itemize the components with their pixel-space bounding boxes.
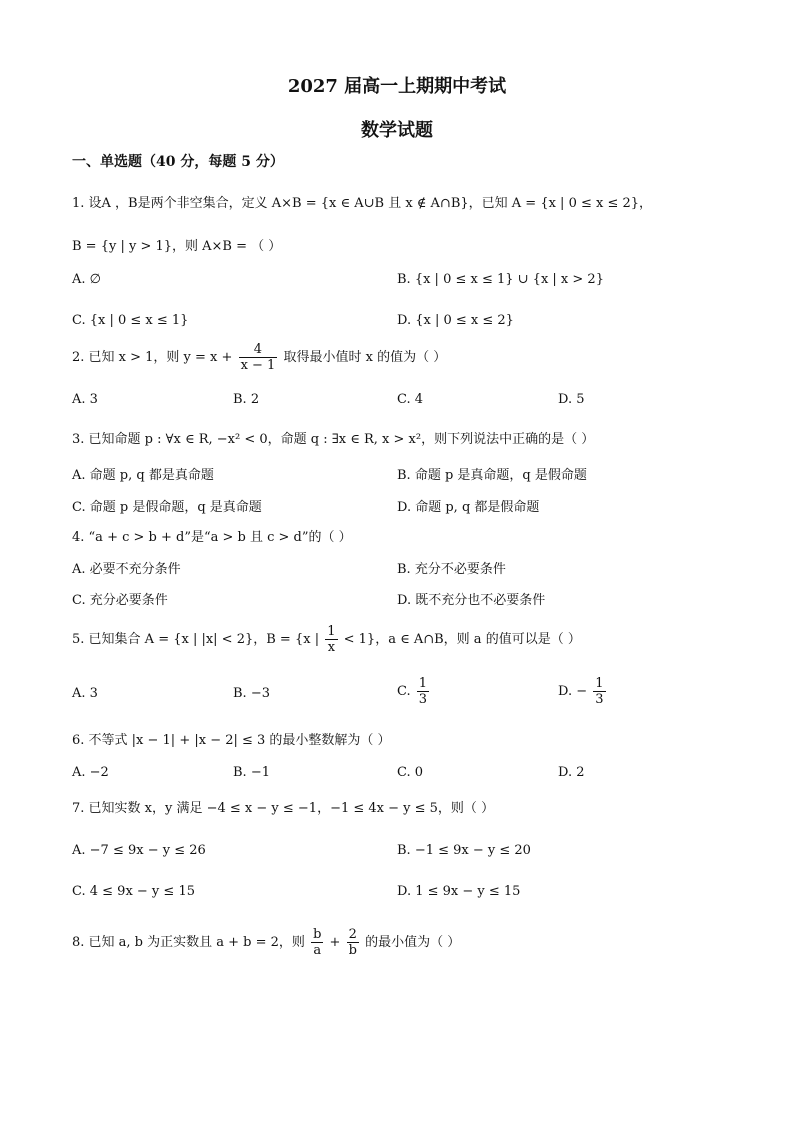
section-heading: 一、单选题（40 分，每题 5 分） <box>72 154 284 170</box>
fraction-numerator: 1 <box>595 676 604 691</box>
question-6-option-b: B. −1 <box>233 765 270 780</box>
question-2-option-a: A. 3 <box>72 392 98 407</box>
question-2-option-d: D. 5 <box>558 392 585 407</box>
fraction-numerator: b <box>313 927 322 942</box>
question-1-line-2: B = {y | y > 1}，则 A×B = （ ） <box>72 239 282 254</box>
question-6-option-a: A. −2 <box>72 765 109 780</box>
question-2 <box>72 342 446 373</box>
question-8-stem-start: 8. 已知 a, b 为正实数且 a + b = 2，则 <box>72 935 305 950</box>
fraction-denominator: b <box>348 943 357 958</box>
question-4-option-a: A. 必要不充分条件 <box>72 562 181 577</box>
question-7: 7. 已知实数 x，y 满足 −4 ≤ x − y ≤ −1，−1 ≤ 4x − y ≤ 5，则（ ） <box>72 801 495 816</box>
question-2-fraction <box>239 342 278 373</box>
fraction-numerator: 4 <box>239 342 278 358</box>
fraction-denominator: 3 <box>595 692 604 707</box>
option-fraction <box>593 676 605 707</box>
question-2-stem-start: 2. 已知 x > 1，则 y = x + <box>72 350 233 365</box>
fraction-numerator: 2 <box>347 927 359 943</box>
question-3-option-d: D. 命题 p, q 都是假命题 <box>397 500 540 515</box>
question-5-stem-start: 5. 已知集合 A = {x | |x| < 2}，B = {x | <box>72 632 320 647</box>
fraction-denominator: a <box>313 943 322 958</box>
question-1-option-d: D. {x | 0 ≤ x ≤ 2} <box>397 313 514 328</box>
question-7-option-a: A. −7 ≤ 9x − y ≤ 26 <box>72 843 206 858</box>
question-4-option-d: D. 既不充分也不必要条件 <box>397 593 546 608</box>
question-5-option-b: B. −3 <box>233 686 270 701</box>
question-4-option-c: C. 充分必要条件 <box>72 593 168 608</box>
question-6-option-c: C. 0 <box>397 765 424 780</box>
question-1-option-c: C. {x | 0 ≤ x ≤ 1} <box>72 313 189 328</box>
question-8 <box>72 927 460 958</box>
exam-title: 2027 届高一上期期中考试 <box>287 76 507 97</box>
fraction-numerator: 1 <box>327 624 336 639</box>
question-3-option-c: C. 命题 p 是假命题，q 是真命题 <box>72 500 262 515</box>
question-6-option-d: D. 2 <box>558 765 585 780</box>
question-1-line-1: 1. 设A ，B是两个非空集合，定义 A×B = {x ∈ A∪B 且 x ∉ A∩B}，已知 A = {x | 0 ≤ x ≤ 2}， <box>72 196 653 211</box>
question-7-option-d: D. 1 ≤ 9x − y ≤ 15 <box>397 884 521 899</box>
question-1-option-b: B. {x | 0 ≤ x ≤ 1} ∪ {x | x > 2} <box>397 272 604 287</box>
question-3-option-b: B. 命题 p 是真命题，q 是假命题 <box>397 468 587 483</box>
fraction-denominator: 3 <box>418 692 428 707</box>
option-label: D. − <box>558 684 588 699</box>
plus-sign: + <box>329 935 341 950</box>
question-4-option-b: B. 充分不必要条件 <box>397 562 506 577</box>
question-1-option-a: A. ∅ <box>72 272 101 287</box>
question-8-fraction-1 <box>311 927 323 958</box>
option-fraction <box>417 676 429 707</box>
fraction-denominator: x − 1 <box>240 358 276 373</box>
question-8-stem-end: 的最小值为（ ） <box>365 935 461 950</box>
question-5-fraction <box>325 624 337 655</box>
question-7-option-b: B. −1 ≤ 9x − y ≤ 20 <box>397 843 531 858</box>
question-8-fraction-2 <box>347 927 359 958</box>
question-5-option-a: A. 3 <box>72 686 98 701</box>
fraction-denominator: x <box>327 640 336 655</box>
question-2-stem-end: 取得最小值时 x 的值为（ ） <box>283 350 447 365</box>
option-label: C. <box>397 684 411 699</box>
exam-subtitle: 数学试题 <box>361 120 433 141</box>
fraction-numerator: 1 <box>418 676 428 691</box>
question-5 <box>72 624 581 655</box>
question-5-stem-end: < 1}，a ∈ A∩B，则 a 的值可以是（ ） <box>343 632 581 647</box>
question-4: 4. “a + c > b + d”是“a > b 且 c > d”的（ ） <box>72 530 352 545</box>
question-3: 3. 已知命题 p : ∀x ∈ R, −x² < 0，命题 q : ∃x ∈ R, x > x²，则下列说法中正确的是（ ） <box>72 432 595 447</box>
question-2-option-c: C. 4 <box>397 392 424 407</box>
question-5-option-d <box>558 676 608 707</box>
question-6: 6. 不等式 |x − 1| + |x − 2| ≤ 3 的最小整数解为（ ） <box>72 733 391 748</box>
question-5-option-c <box>397 676 431 707</box>
question-2-option-b: B. 2 <box>233 392 260 407</box>
question-3-option-a: A. 命题 p, q 都是真命题 <box>72 468 214 483</box>
question-7-option-c: C. 4 ≤ 9x − y ≤ 15 <box>72 884 195 899</box>
